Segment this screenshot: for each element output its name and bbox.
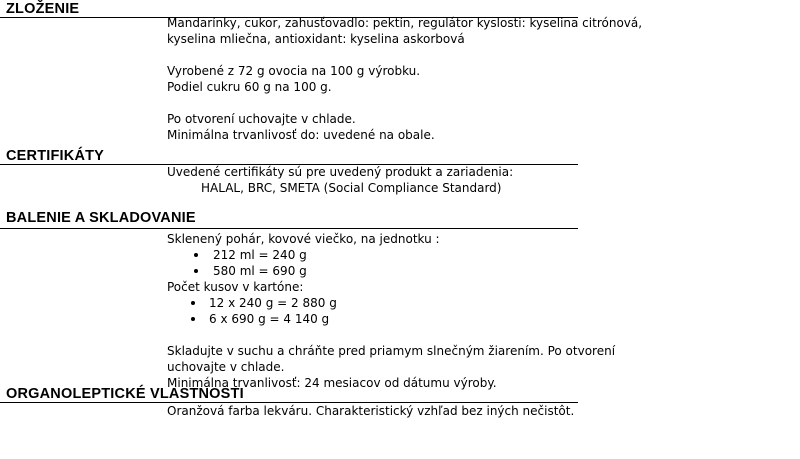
certificates-list: HALAL, BRC, SMETA (Social Compliance Standard) (201, 181, 502, 195)
bullet-icon (191, 317, 195, 321)
storage-line-2: uchovajte v chlade. (167, 360, 285, 374)
bullet-icon (194, 253, 198, 257)
section-rule-balenie (0, 228, 578, 229)
section-body-zlozenie (167, 15, 642, 143)
carton-list (167, 295, 615, 327)
packaging-list (167, 247, 615, 279)
section-heading-organoleptic: ORGANOLEPTICKÉ VLASTNOSTI (6, 386, 244, 402)
section-heading-balenie: BALENIE A SKLADOVANIE (6, 210, 196, 226)
packaging-intro: Sklenený pohár, kovové viečko, na jednotku : (167, 232, 440, 246)
best-before-line: Minimálna trvanlivosť do: uvedené na obale. (167, 128, 435, 142)
organoleptic-text: Oranžová farba lekváru. Charakteristický vzhľad bez iných nečistôt. (167, 404, 575, 418)
list-item: 580 ml = 690 g (167, 263, 615, 279)
carton-intro: Počet kusov v kartóne: (167, 280, 304, 294)
section-body-balenie (167, 231, 615, 391)
certificates-intro: Uvedené certifikáty sú pre uvedený produkt a zariadenia: (167, 165, 514, 179)
shelf-life-line: Minimálna trvanlivosť: 24 mesiacov od dátumu výroby. (167, 376, 497, 390)
fruit-content-line: Vyrobené z 72 g ovocia na 100 g výrobku. (167, 64, 421, 78)
ingredients-line-1: Mandarínky, cukor, zahusťovadlo: pektín, regulátor kyslosti: kyselina citrónová, (167, 16, 643, 30)
section-body-organoleptic (167, 403, 574, 419)
section-body-certifikaty (167, 164, 513, 196)
list-item: 212 ml = 240 g (167, 247, 615, 263)
list-item: 12 x 240 g = 2 880 g (167, 295, 615, 311)
bullet-icon (191, 301, 195, 305)
section-heading-zlozenie: ZLOŽENIE (6, 1, 80, 17)
section-heading-certifikaty: CERTIFIKÁTY (6, 148, 105, 164)
storage-line-1: Skladujte v suchu a chráňte pred priamym slnečným žiarením. Po otvorení (167, 344, 616, 358)
sugar-content-line: Podiel cukru 60 g na 100 g. (167, 80, 332, 94)
storage-after-opening-line: Po otvorení uchovajte v chlade. (167, 112, 356, 126)
list-item: 6 x 690 g = 4 140 g (167, 311, 615, 327)
bullet-icon (194, 269, 198, 273)
ingredients-line-2: kyselina mliečna, antioxidant: kyselina askorbová (167, 32, 465, 46)
